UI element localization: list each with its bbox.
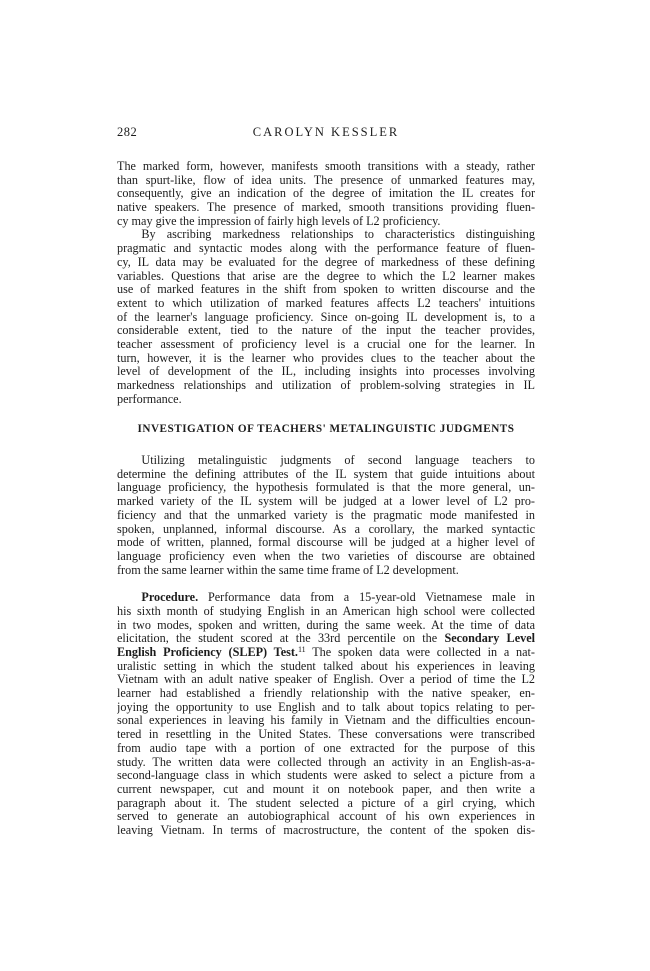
text-line: from audio tape with a portion of one extracted for the purpose of this <box>117 741 535 755</box>
text-line: served to generate an autobiographical account of his own experiences in <box>117 810 535 824</box>
text-line <box>117 632 535 646</box>
text-line: native speakers. The presence of marked, smooth transitions providing fluen- <box>117 201 535 215</box>
text-line: study. The written data were collected through an activity in an English-as-a- <box>117 755 535 769</box>
text-line: Vietnam with an adult native speaker of English. Over a period of time the L2 <box>117 673 535 687</box>
paragraph-procedure <box>117 591 535 837</box>
text-line: By ascribing markedness relationships to characteristics distinguishing <box>141 228 535 242</box>
footnote-ref: 11 <box>297 646 306 654</box>
text-line: joying the opportunity to use English and to talk about topics relating to per- <box>117 700 535 714</box>
body-text <box>117 160 535 838</box>
text-fragment: elicitation, the student scored at the 33rd percentile on the <box>117 632 445 646</box>
page-number: 282 <box>117 125 138 139</box>
text-line: ficiency and that the unmarked variety is the pragmatic mode manifested in <box>117 508 535 522</box>
text-line: in two modes, spoken and written, during the same week. At the time of data <box>117 618 535 632</box>
page-header <box>117 125 535 141</box>
text-line: leaving Vietnam. In terms of macrostructure, the content of the spoken dis- <box>117 823 535 837</box>
text-fragment: The spoken data were collected in a nat- <box>305 646 535 659</box>
text-line: teacher assessment of proficiency level is a crucial one for the learner. In <box>117 337 535 351</box>
text-line: markedness relationships and utilization of problem-solving strategies in IL <box>117 379 535 392</box>
test-name-part-2: English Proficiency (SLEP) Test. <box>117 646 298 659</box>
text-line: language proficiency even when the two varieties of discourse are obtained <box>117 549 535 563</box>
text-line: of the learner's language proficiency. Since on-going IL development is, to a <box>117 310 535 324</box>
paragraph-intro-2 <box>117 228 535 406</box>
section-heading: INVESTIGATION OF TEACHERS' METALINGUISTIC JUDGMENTS <box>137 423 515 436</box>
text-line: variables. Questions that arise are the degree to which the L2 learner makes <box>117 269 535 283</box>
procedure-run-in-heading: Procedure. <box>141 591 199 605</box>
text-line: level of development of the IL, including insights into processes involving <box>117 365 535 379</box>
text-line: paragraph about it. The student selected a picture of a girl crying, which <box>117 796 535 810</box>
text-line: current newspaper, cut and mount it on notebook paper, and then write a <box>117 782 535 796</box>
text-line: determine the defining attributes of the IL system that guide intuitions about <box>117 467 535 481</box>
text-line: second-language class in which students were asked to select a picture from a <box>117 769 535 783</box>
text-line: Utilizing metalinguistic judgments of second language teachers to <box>141 454 535 468</box>
text-line: uralistic setting in which the student talked about his experiences in leaving <box>117 659 535 673</box>
paragraph-hypothesis <box>117 454 535 577</box>
text-line: turn, however, it is the learner who provides clues to the teacher about the <box>117 351 535 365</box>
text-line: his sixth month of studying English in an American high school were collected <box>117 604 535 618</box>
text-line: consequently, give an indication of the degree of imitation the IL creates for <box>117 187 535 201</box>
text-line: considerable extent, tied to the nature of the input the teacher provides, <box>117 324 535 338</box>
procedure-first-line: Performance data from a 15-year-old Vietnamese male in <box>198 591 535 605</box>
text-line: mode of written, planned, formal discourse will be judged at a higher level of <box>117 536 535 550</box>
paragraph-gap <box>117 577 535 591</box>
text-line: marked variety of the IL system will be judged at a lower level of L2 pro- <box>117 495 535 509</box>
text-line <box>117 591 535 605</box>
text-line: performance. <box>117 392 182 406</box>
text-line: learner had established a friendly relationship with the native speaker, en- <box>117 687 535 701</box>
text-line: than spurt-like, flow of idea units. The presence of unmarked features may, <box>117 173 535 187</box>
text-line <box>117 646 535 660</box>
text-line: from the same learner within the same time frame of L2 development. <box>117 563 459 577</box>
text-line: language proficiency, the hypothesis formulated is that the more general, un- <box>117 481 535 495</box>
test-name-part-1: Secondary Level <box>444 632 535 646</box>
text-line: tered in resettling in the United States. These conversations were transcribed <box>117 728 535 742</box>
text-line: extent to which utilization of marked features affects L2 teachers' intuitions <box>117 296 535 310</box>
text-line: cy may give the impression of fairly high levels of L2 proficiency. <box>117 214 441 228</box>
running-head: CAROLYN KESSLER <box>252 125 400 139</box>
text-line: sonal experiences in leaving his family in Vietnam and the difficulties encoun- <box>117 714 535 728</box>
text-line: use of marked features in the shift from spoken to written discourse and the <box>117 283 535 297</box>
text-line: The marked form, however, manifests smooth transitions with a steady, rather <box>117 160 535 173</box>
paragraph-intro-1 <box>117 160 535 228</box>
text-line: spoken, unplanned, informal discourse. As a corollary, the marked syntactic <box>117 522 535 536</box>
text-line: pragmatic and syntactic modes along with the performance feature of fluen- <box>117 242 535 256</box>
text-line: cy, IL data may be evaluated for the degree of markedness of these defining <box>117 255 535 269</box>
